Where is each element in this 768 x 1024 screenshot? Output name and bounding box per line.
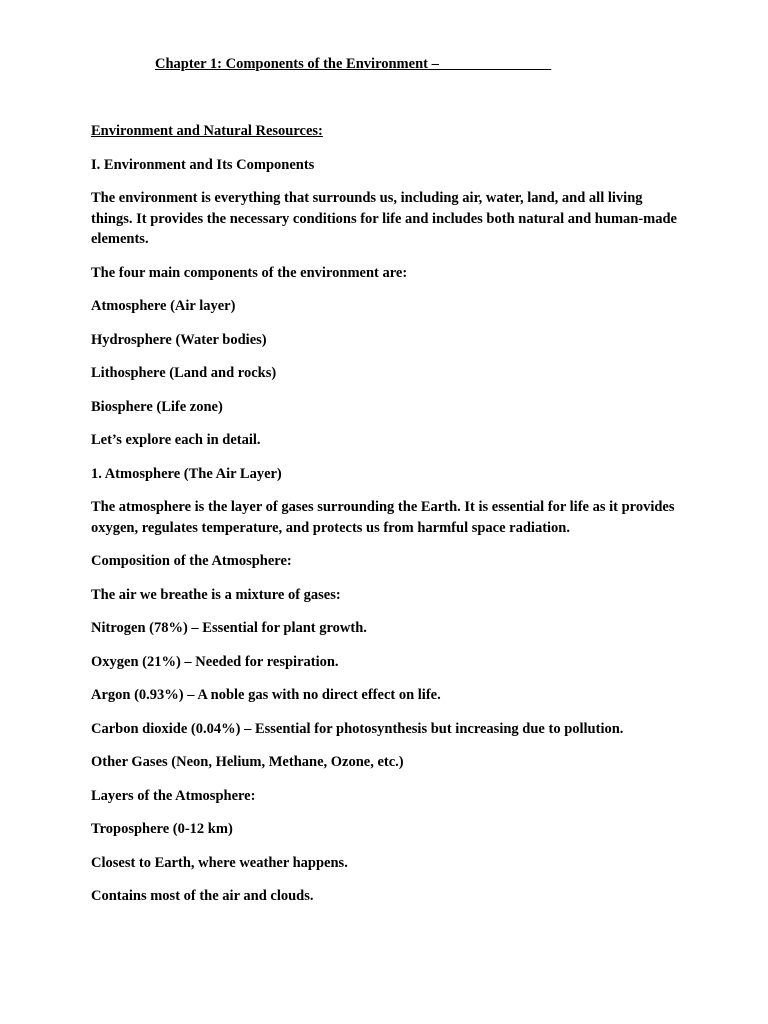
list-item: Carbon dioxide (0.04%) – Essential for photosynthesis but increasing due to pollution.: [91, 720, 624, 737]
section-heading: Environment and Natural Resources:: [91, 123, 323, 139]
document-body: [91, 121, 681, 920]
list-item: Argon (0.93%) – A noble gas with no direct effect on life.: [91, 687, 441, 703]
body-paragraph: The four main components of the environment are:: [91, 264, 408, 281]
body-paragraph: Closest to Earth, where weather happens.: [91, 854, 348, 871]
subsection-heading: Layers of the Atmosphere:: [91, 787, 256, 804]
body-paragraph: Contains most of the air and clouds.: [91, 888, 314, 904]
chapter-title-text: Chapter 1: Components of the Environment –: [155, 56, 443, 72]
body-paragraph: The environment is everything that surrounds us, including air, water, land, and all living things. It provides the necessary conditions for life and includes both natural and human-made elements.: [91, 190, 677, 247]
list-item: Hydrosphere (Water bodies): [91, 331, 267, 348]
subsection-heading: 1. Atmosphere (The Air Layer): [91, 465, 282, 482]
body-paragraph: The atmosphere is the layer of gases surrounding the Earth. It is essential for life as it provides oxygen, regulates temperature, and protects us from harmful space radiation.: [91, 499, 675, 536]
list-item: Biosphere (Life zone): [91, 398, 223, 415]
subsection-heading: I. Environment and Its Components: [91, 156, 315, 173]
subsection-heading: Composition of the Atmosphere:: [91, 553, 292, 569]
chapter-title: [155, 55, 551, 73]
list-item: Troposphere (0-12 km): [91, 821, 233, 837]
body-paragraph: The air we breathe is a mixture of gases:: [91, 586, 341, 603]
list-item: Atmosphere (Air layer): [91, 298, 236, 314]
body-paragraph: Let’s explore each in detail.: [91, 432, 261, 448]
list-item: Nitrogen (78%) – Essential for plant growth.: [91, 620, 367, 636]
chapter-title-blank: [442, 56, 551, 72]
list-item: Other Gases (Neon, Helium, Methane, Ozone, etc.): [91, 754, 404, 770]
list-item: Oxygen (21%) – Needed for respiration.: [91, 653, 339, 670]
list-item: Lithosphere (Land and rocks): [91, 365, 277, 381]
